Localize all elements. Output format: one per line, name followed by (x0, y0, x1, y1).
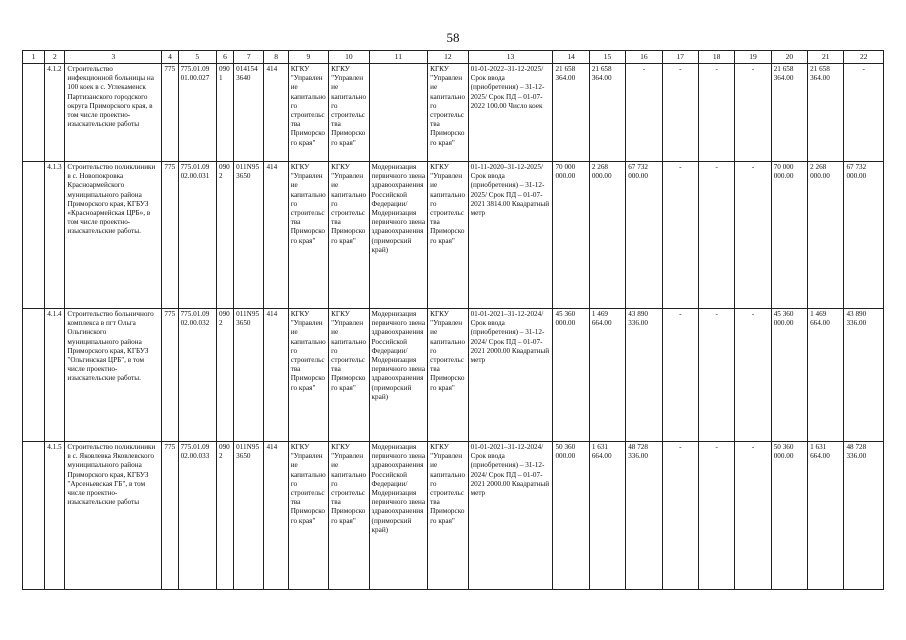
cell-org: КГКУ "Управление капитального строительства Приморского края" (329, 162, 369, 309)
cell-object-name: Строительство поликлиники в с. Яковлевка Яковлевского муниципального района Приморского края, КГБУЗ "Арсеньевская ГБ", в том числе проектно-изыскательские работы (65, 442, 162, 590)
cell-amount: 67 732 000.00 (844, 162, 884, 309)
cell-org: КГКУ "Управление капитального строительства Приморского края" (288, 309, 328, 442)
cell-blank (23, 64, 45, 162)
column-header: 22 (844, 51, 884, 64)
cell-project (369, 64, 428, 162)
cell-org: КГКУ "Управление капитального строительства Приморского края" (288, 162, 328, 309)
cell-code: 414 (264, 442, 288, 590)
cell-amount: 50 360 000.00 (771, 442, 807, 590)
column-header: 1 (23, 51, 45, 64)
cell-amount: - (844, 64, 884, 162)
cell-code: 0901 (216, 64, 233, 162)
cell-amount: 70 000 000.00 (771, 162, 807, 309)
column-header: 19 (735, 51, 771, 64)
cell-blank (23, 309, 45, 442)
cell-object-name: Строительство поликлиники в с. Новопокровка Красноармейского муниципального района Приморского края, КГБУЗ «Красноармейская ЦРБ», в том числе проектно-изыскательские работы. (65, 162, 162, 309)
cell-object-name: Строительство больничного комплекса в пгт Ольга Ольгинского муниципального района Приморского края, КГБУЗ "Ольгинская ЦРБ", в том числе проектно-изыскательские работы. (65, 309, 162, 442)
column-header: 9 (288, 51, 328, 64)
cell-amount: - (662, 309, 698, 442)
cell-org: КГКУ "Управление капитального строительства Приморского края" (428, 64, 468, 162)
cell-code: 0902 (216, 309, 233, 442)
cell-code: 775.01.09 02.00.032 (178, 309, 216, 442)
column-header: 4 (162, 51, 178, 64)
cell-amount: 2 268 000.00 (589, 162, 625, 309)
cell-code: 011N95 3650 (234, 442, 264, 590)
cell-amount: 1 631 664.00 (808, 442, 844, 590)
cell-org: КГКУ "Управление капитального строительства Приморского края" (329, 64, 369, 162)
cell-amount: - (662, 162, 698, 309)
column-header: 8 (264, 51, 288, 64)
column-header: 20 (771, 51, 807, 64)
cell-amount: - (698, 442, 734, 590)
cell-project: Модернизация первичного звена здравоохранения Российской Федерации/Модернизация первичного звена здравоохранения (приморский край) (369, 162, 428, 309)
cell-project: Модернизация первичного звена здравоохранения Российской Федерации/Модернизация первичного звена здравоохранения (приморский край) (369, 442, 428, 590)
cell-code: 0902 (216, 162, 233, 309)
cell-code: 414 (264, 64, 288, 162)
cell-amount: 2 268 000.00 (808, 162, 844, 309)
column-header: 10 (329, 51, 369, 64)
table-row (23, 162, 884, 309)
budget-table (22, 50, 884, 590)
cell-amount: 43 890 336.00 (626, 309, 662, 442)
column-header: 17 (662, 51, 698, 64)
cell-code: 414 (264, 162, 288, 309)
header-row (23, 51, 884, 64)
cell-amount: - (735, 64, 771, 162)
cell-code: 775 (162, 442, 178, 590)
cell-terms: 01-01-2021–31-12-2024/ Срок ввода (приобретения) – 31-12-2024/ Срок ПД – 01-07-2021 2000.00 Квадратный метр (468, 309, 553, 442)
cell-amount: - (735, 162, 771, 309)
cell-terms: 01-11-2020–31-12-2025/ Срок ввода (приобретения) – 31-12-2025/ Срок ПД – 01-07-2021 3814.00 Квадратный метр (468, 162, 553, 309)
cell-code: 0902 (216, 442, 233, 590)
cell-amount: 1 469 664.00 (589, 309, 625, 442)
cell-amount: 67 732 000.00 (626, 162, 662, 309)
table-row (23, 442, 884, 590)
table-row (23, 309, 884, 442)
cell-blank (23, 162, 45, 309)
cell-amount: 45 360 000.00 (553, 309, 589, 442)
cell-amount: 21 658 364.00 (808, 64, 844, 162)
cell-project: Модернизация первичного звена здравоохранения Российской Федерации/Модернизация первичного звена здравоохранения (приморский край) (369, 309, 428, 442)
cell-org: КГКУ "Управление капитального строительства Приморского края" (329, 442, 369, 590)
cell-org: КГКУ "Управление капитального строительства Приморского края" (288, 442, 328, 590)
cell-amount: 21 658 364.00 (553, 64, 589, 162)
column-header: 11 (369, 51, 428, 64)
cell-terms: 01-01-2022–31-12-2025/ Срок ввода (приобретения) – 31-12-2025/ Срок ПД – 01-07-2022 100.00 Число коек (468, 64, 553, 162)
cell-terms: 01-01-2021–31-12-2024/ Срок ввода (приобретения) – 31-12-2024/ Срок ПД – 01-07-2021 2000.00 Квадратный метр (468, 442, 553, 590)
cell-amount: 70 000 000.00 (553, 162, 589, 309)
cell-org: КГКУ "Управление капитального строительства Приморского края" (329, 309, 369, 442)
cell-code: 014154 3640 (234, 64, 264, 162)
cell-org: КГКУ "Управление капитального строительства Приморского края" (288, 64, 328, 162)
column-header: 15 (589, 51, 625, 64)
cell-amount: 43 890 336.00 (844, 309, 884, 442)
column-header: 7 (234, 51, 264, 64)
cell-number: 4.1.5 (45, 442, 65, 590)
cell-amount: - (626, 64, 662, 162)
column-header: 21 (808, 51, 844, 64)
cell-amount: 48 728 336.00 (626, 442, 662, 590)
cell-code: 011N95 3650 (234, 162, 264, 309)
cell-blank (23, 442, 45, 590)
cell-amount: 48 728 336.00 (844, 442, 884, 590)
column-header: 6 (216, 51, 233, 64)
column-header: 13 (468, 51, 553, 64)
cell-org: КГКУ "Управление капитального строительства Приморского края" (428, 162, 468, 309)
cell-org: КГКУ "Управление капитального строительства Приморского края" (428, 442, 468, 590)
cell-amount: - (698, 309, 734, 442)
cell-amount: - (662, 442, 698, 590)
cell-number: 4.1.4 (45, 309, 65, 442)
cell-amount: 45 360 000.00 (771, 309, 807, 442)
cell-code: 775.01.09 01.00.027 (178, 64, 216, 162)
cell-amount: - (662, 64, 698, 162)
cell-amount: 1 631 664.00 (589, 442, 625, 590)
cell-number: 4.1.2 (45, 64, 65, 162)
column-header: 3 (65, 51, 162, 64)
cell-amount: 50 360 000.00 (553, 442, 589, 590)
column-header: 2 (45, 51, 65, 64)
cell-number: 4.1.3 (45, 162, 65, 309)
table-row (23, 64, 884, 162)
column-header: 12 (428, 51, 468, 64)
cell-code: 775 (162, 64, 178, 162)
cell-code: 775.01.09 02.00.031 (178, 162, 216, 309)
cell-code: 775 (162, 162, 178, 309)
page-number: 58 (446, 30, 460, 45)
cell-org: КГКУ "Управление капитального строительства Приморского края" (428, 309, 468, 442)
cell-code: 775.01.09 02.00.033 (178, 442, 216, 590)
cell-amount: - (735, 309, 771, 442)
column-header: 18 (698, 51, 734, 64)
cell-amount: - (698, 162, 734, 309)
cell-code: 414 (264, 309, 288, 442)
cell-object-name: Строительство инфекционной больницы на 100 коек в с. Углекаменск Партизанского городского округа Приморского края, в том числе проектно-изыскательские работы (65, 64, 162, 162)
column-header: 5 (178, 51, 216, 64)
cell-code: 011N95 3650 (234, 309, 264, 442)
cell-amount: - (698, 64, 734, 162)
cell-amount: 21 658 364.00 (771, 64, 807, 162)
cell-amount: 21 658 364.00 (589, 64, 625, 162)
cell-amount: 1 469 664.00 (808, 309, 844, 442)
cell-amount: - (735, 442, 771, 590)
cell-code: 775 (162, 309, 178, 442)
column-header: 16 (626, 51, 662, 64)
column-header: 14 (553, 51, 589, 64)
